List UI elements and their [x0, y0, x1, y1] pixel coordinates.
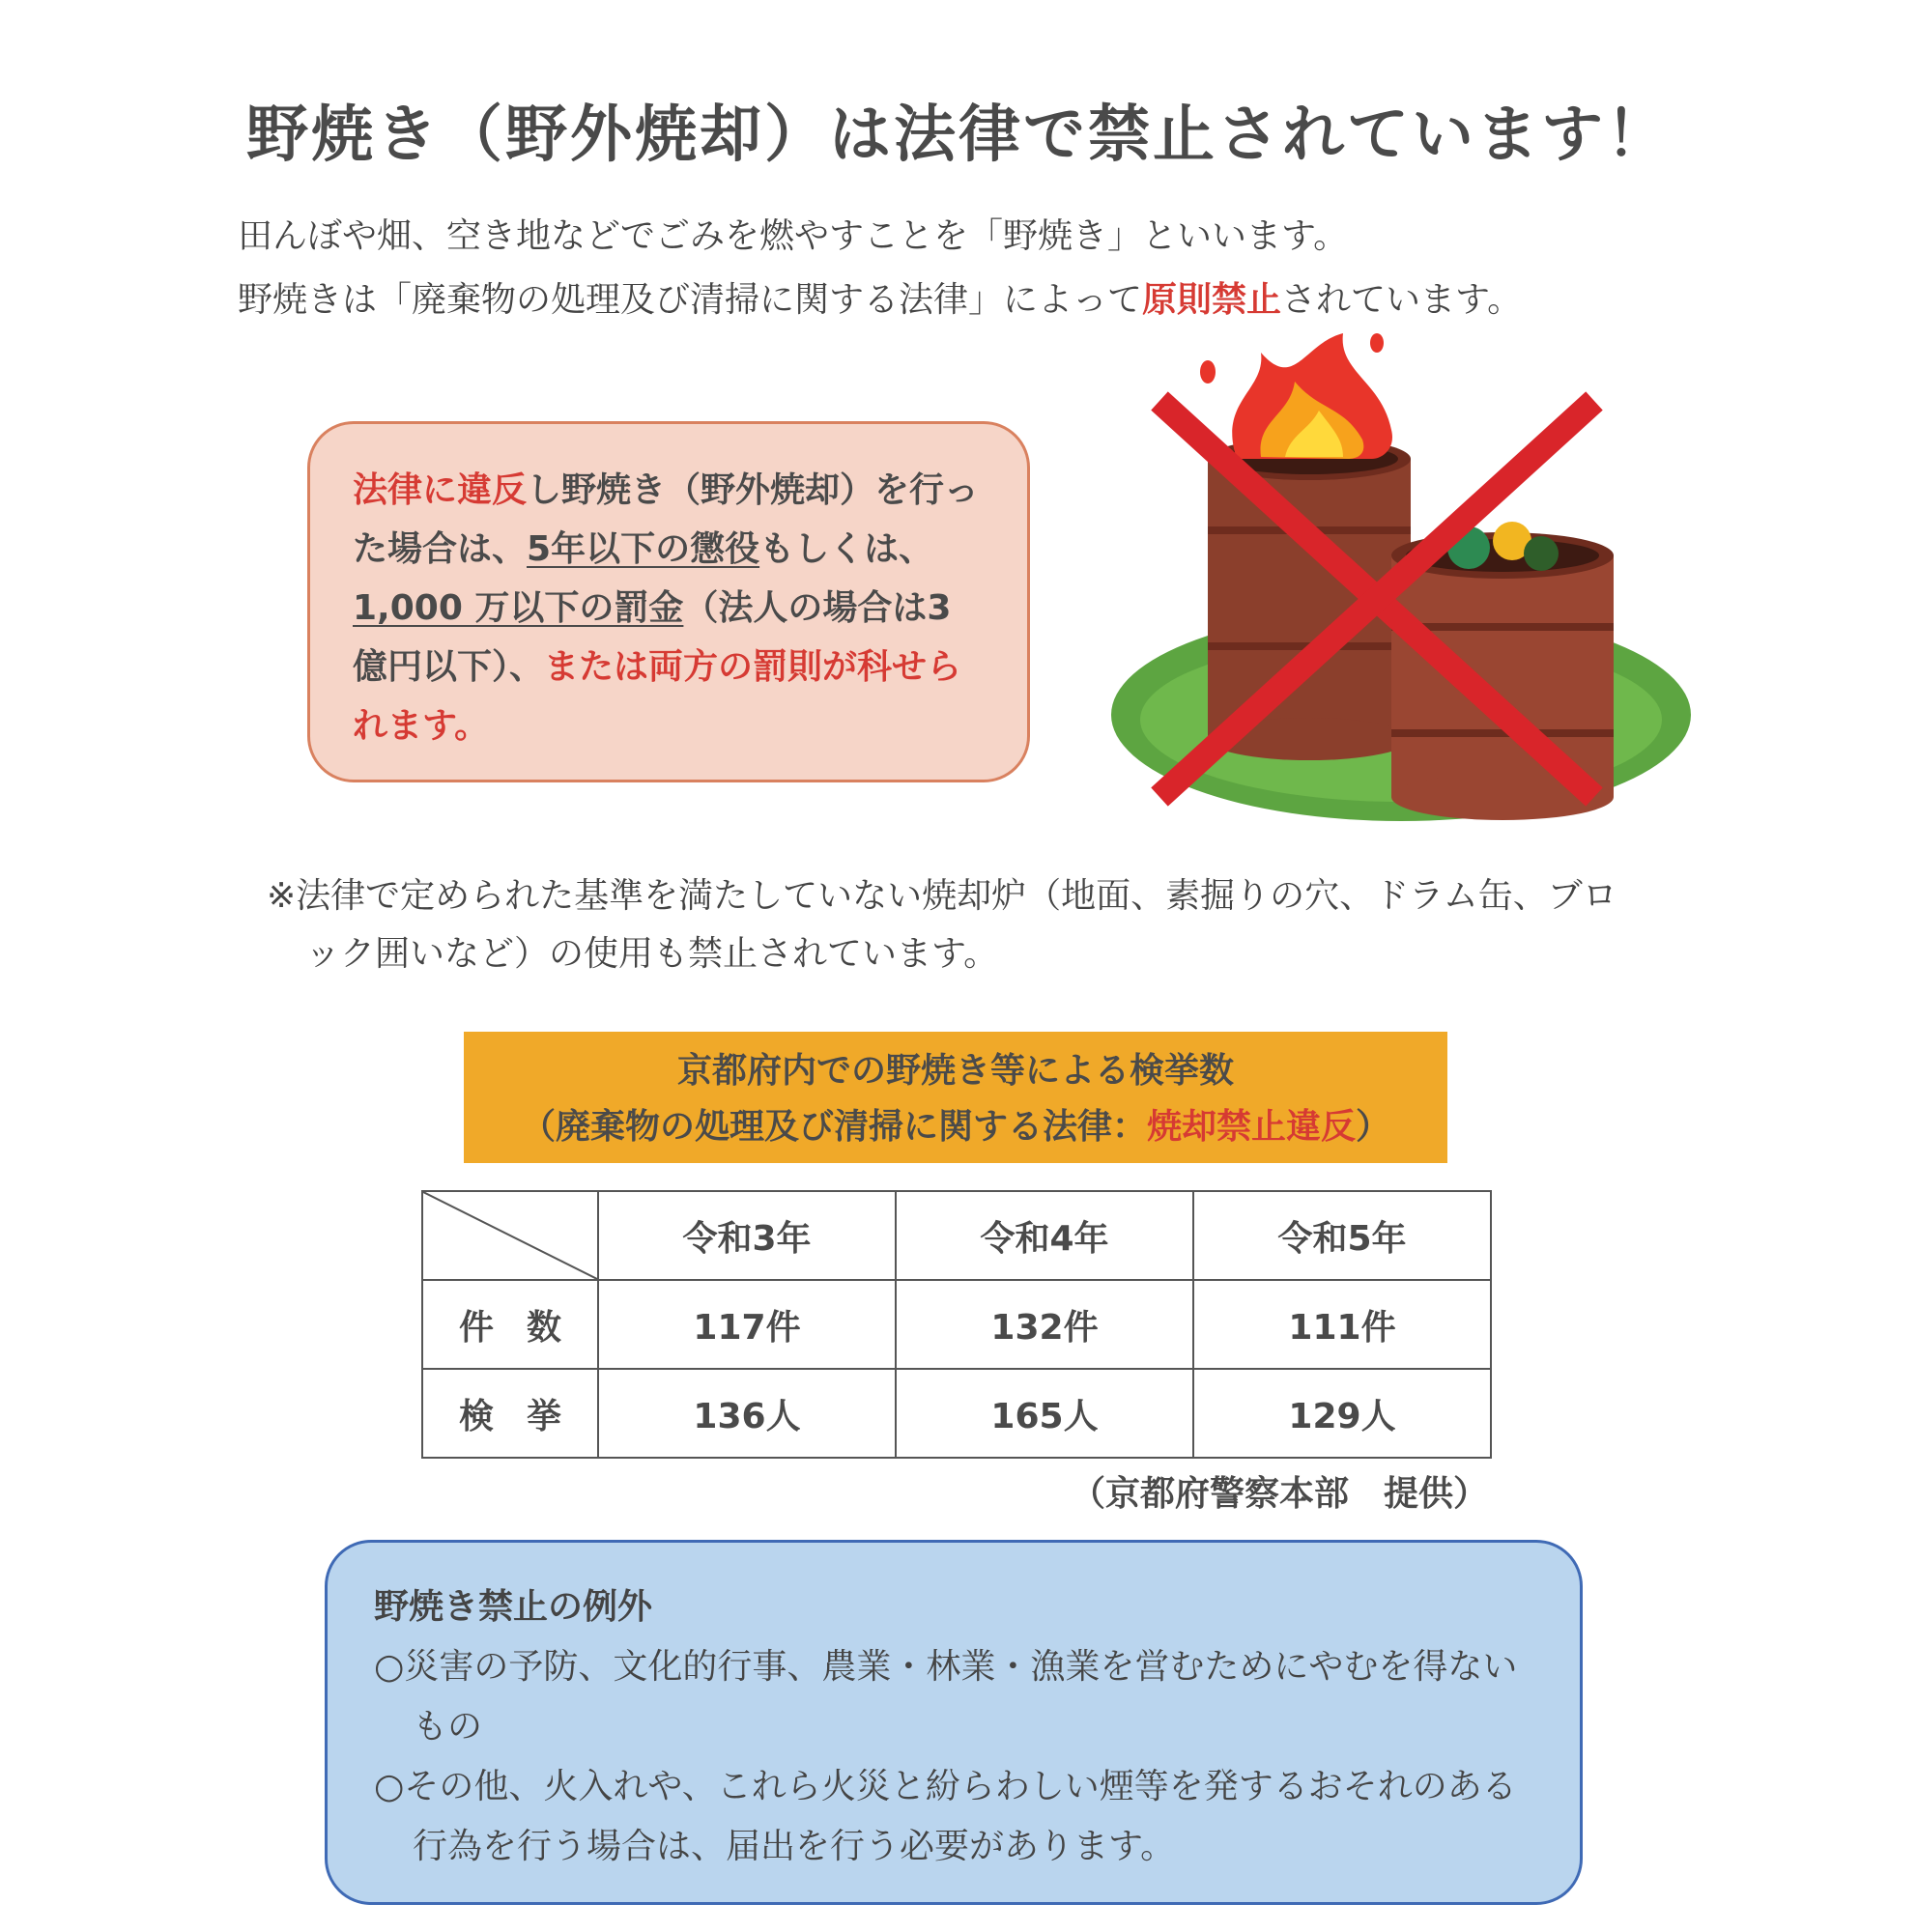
penalty-text-2: もしくは、 [759, 529, 934, 569]
table-cell: 132件 [896, 1280, 1193, 1369]
table-cell: 136人 [598, 1369, 896, 1458]
note-line-1: ※法律で定められた基準を満たしていない焼却炉（地面、素掘りの穴、ドラム缶、ブロ [267, 876, 1617, 916]
table-header-row [422, 1191, 1491, 1280]
penalty-text-1: し野焼き（野外焼却）を行った場合は、 [353, 470, 980, 569]
penalty-text-3: （法人の場合は3億円以下）、 [353, 588, 952, 687]
exception-item-2: ○その他、火入れや、これら火災と紛らわしい煙等を発するおそれのある行為を行う場合は、届出を行う必要があります。 [374, 1767, 1517, 1866]
table-cell: 165人 [896, 1369, 1193, 1458]
penalty-prison: 5年以下の懲役 [527, 529, 760, 569]
exception-title: 野焼き禁止の例外 [374, 1587, 653, 1627]
burning-barrels-prohibited-icon [1102, 333, 1720, 836]
table-column-header: 令和4年 [896, 1191, 1193, 1280]
penalty-violation: 法律に違反 [353, 470, 528, 510]
table-cell: 117件 [598, 1280, 896, 1369]
stats-header-line-1: 京都府内での野焼き等による検挙数 [676, 1051, 1234, 1091]
penalty-fine: 1,000 万以下の罰金 [353, 588, 684, 628]
table-cell: 129人 [1193, 1369, 1491, 1458]
intro-line-1: 田んぼや畑、空き地などでごみを燃やすことを「野焼き」といいます。 [238, 216, 1349, 256]
stats-source: （京都府警察本部 提供） [1070, 1474, 1488, 1514]
penalty-both: または両方の罰則が科せられます。 [353, 647, 962, 746]
intro-line-2 [238, 269, 1522, 332]
stats-header-suffix: ） [1356, 1107, 1391, 1147]
intro-text [238, 205, 1522, 332]
table-column-header: 令和3年 [598, 1191, 896, 1280]
table-row-label: 検挙 [422, 1369, 598, 1458]
stats-header-line-2 [464, 1099, 1447, 1155]
exception-box [325, 1540, 1583, 1905]
table-row-label: 件数 [422, 1280, 598, 1369]
stats-header [464, 1032, 1447, 1163]
exception-item-1: ○災害の予防、文化的行事、農業・林業・漁業を営むためにやむを得ないもの [374, 1647, 1518, 1747]
intro-line-2-prefix: 野焼きは「廃棄物の処理及び清掃に関する法律」によって [238, 280, 1143, 320]
intro-line-2-suffix: されています。 [1281, 280, 1523, 320]
intro-emphasis: 原則禁止 [1142, 280, 1282, 320]
diagonal-line-icon [423, 1192, 597, 1279]
penalty-box [307, 421, 1030, 782]
table-row [422, 1369, 1491, 1458]
table-row [422, 1280, 1491, 1369]
note-line-2: ック囲いなど）の使用も禁止されています。 [305, 934, 999, 974]
stats-header-emphasis: 焼却禁止違反 [1146, 1107, 1356, 1147]
stats-table [421, 1190, 1492, 1459]
page-title: 野焼き（野外焼却）は法律で禁止されています！ [246, 99, 1671, 171]
barrel-front-icon [1391, 555, 1614, 797]
table-cell: 111件 [1193, 1280, 1491, 1369]
table-corner-cell [422, 1191, 598, 1280]
table-column-header: 令和5年 [1193, 1191, 1491, 1280]
note-text [267, 867, 1697, 983]
stats-header-prefix: （廃棄物の処理及び清掃に関する法律： [520, 1107, 1147, 1147]
